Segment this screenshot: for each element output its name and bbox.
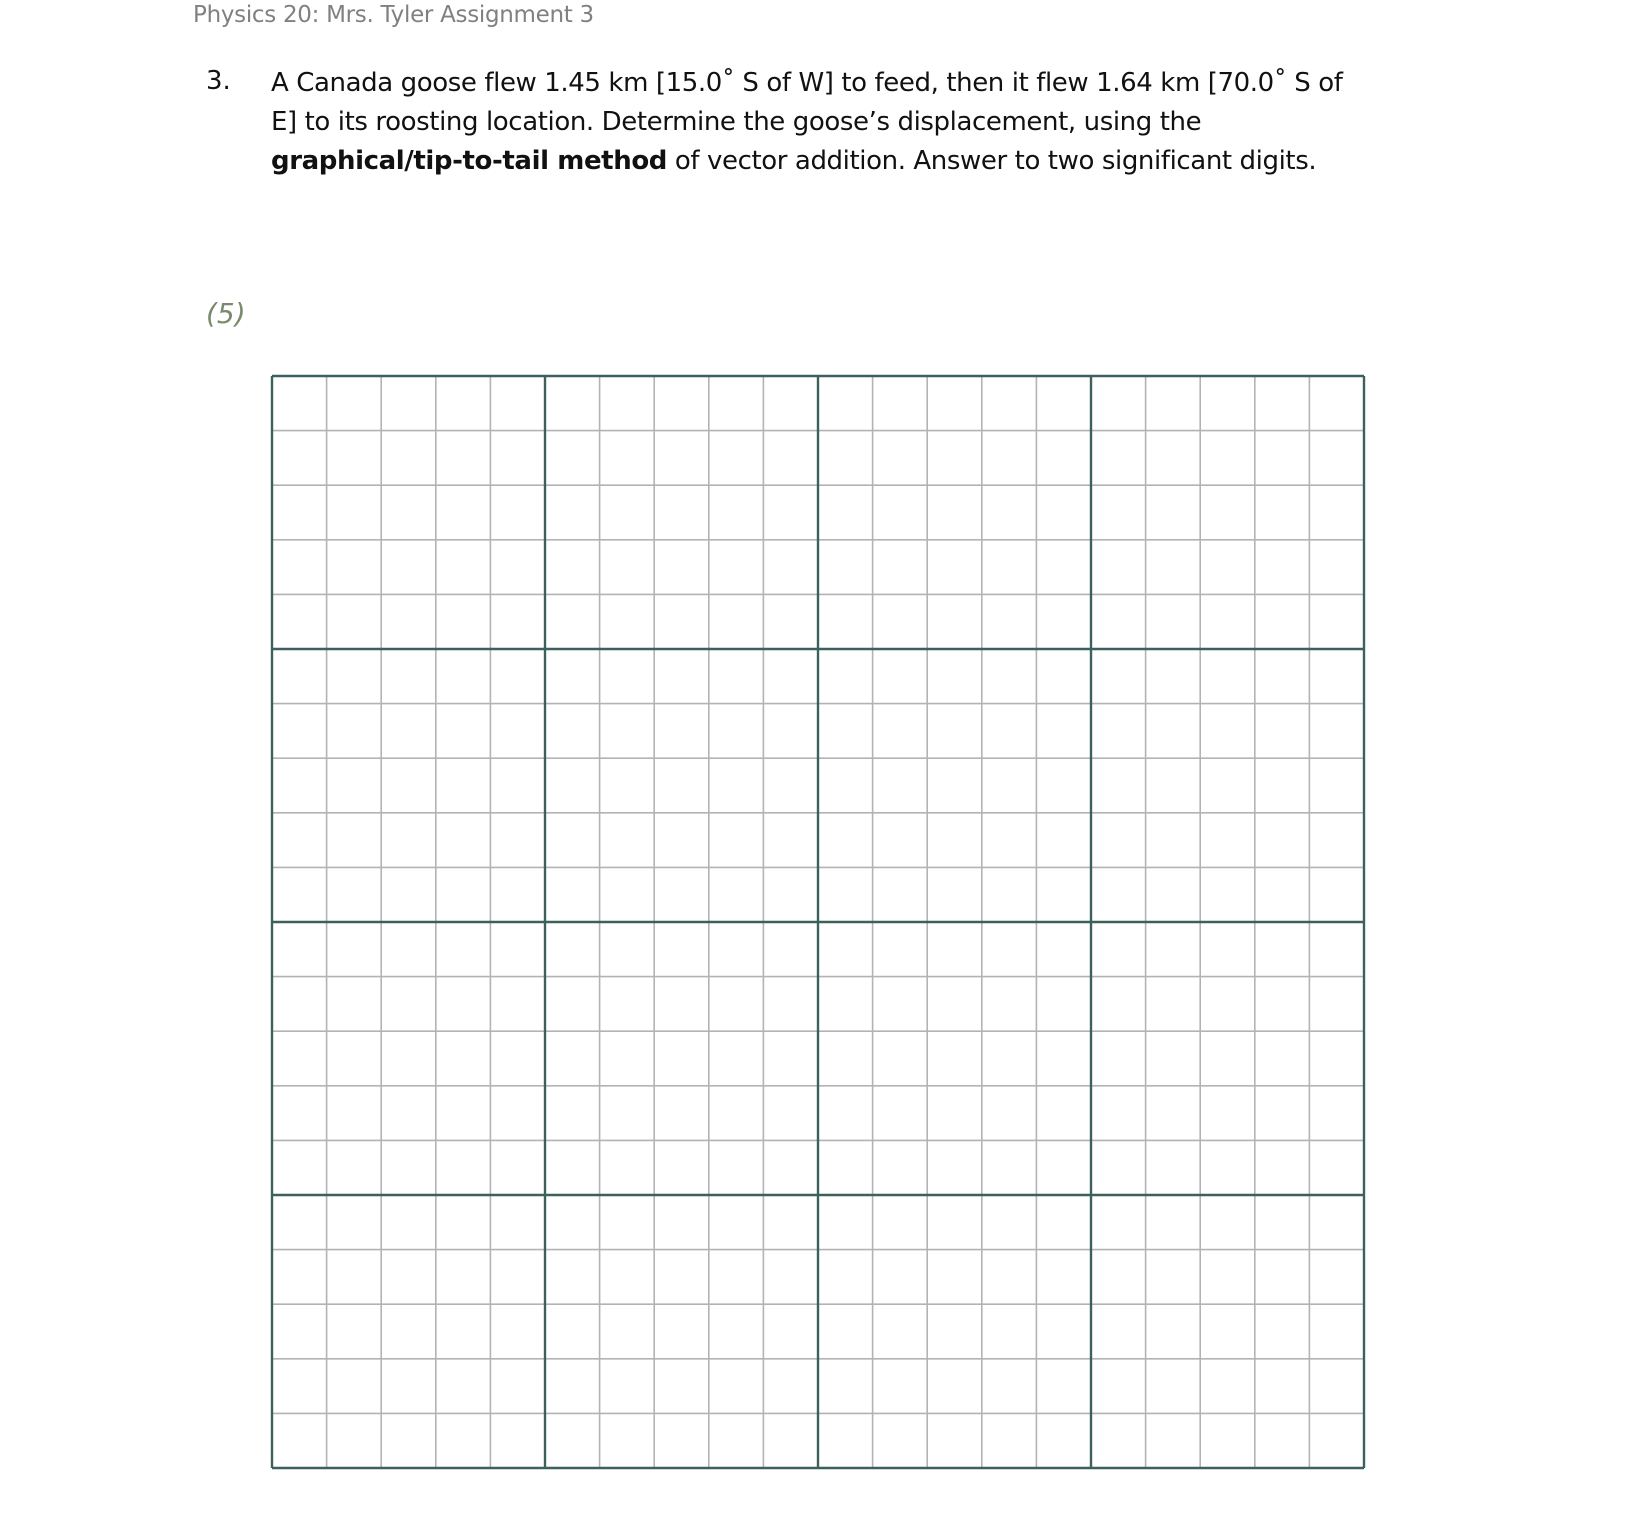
question-text-part1: A Canada goose flew 1.45 km [15.0˚ S of W] to feed, then it flew 1.64 km [70.0˚ S of E] to its roosting location. Determine the goose’s displacement, using the <box>271 68 1343 137</box>
question-text <box>271 64 1371 181</box>
question-marks: (5) <box>206 297 246 330</box>
question-text-part2: of vector addition. Answer to two significant digits. <box>667 146 1317 176</box>
document-header: Physics 20: Mrs. Tyler Assignment 3 <box>193 2 594 28</box>
question-text-bold: graphical/tip-to-tail method <box>271 146 667 176</box>
graph-paper-grid <box>270 374 1366 1470</box>
question-number: 3. <box>206 66 231 96</box>
